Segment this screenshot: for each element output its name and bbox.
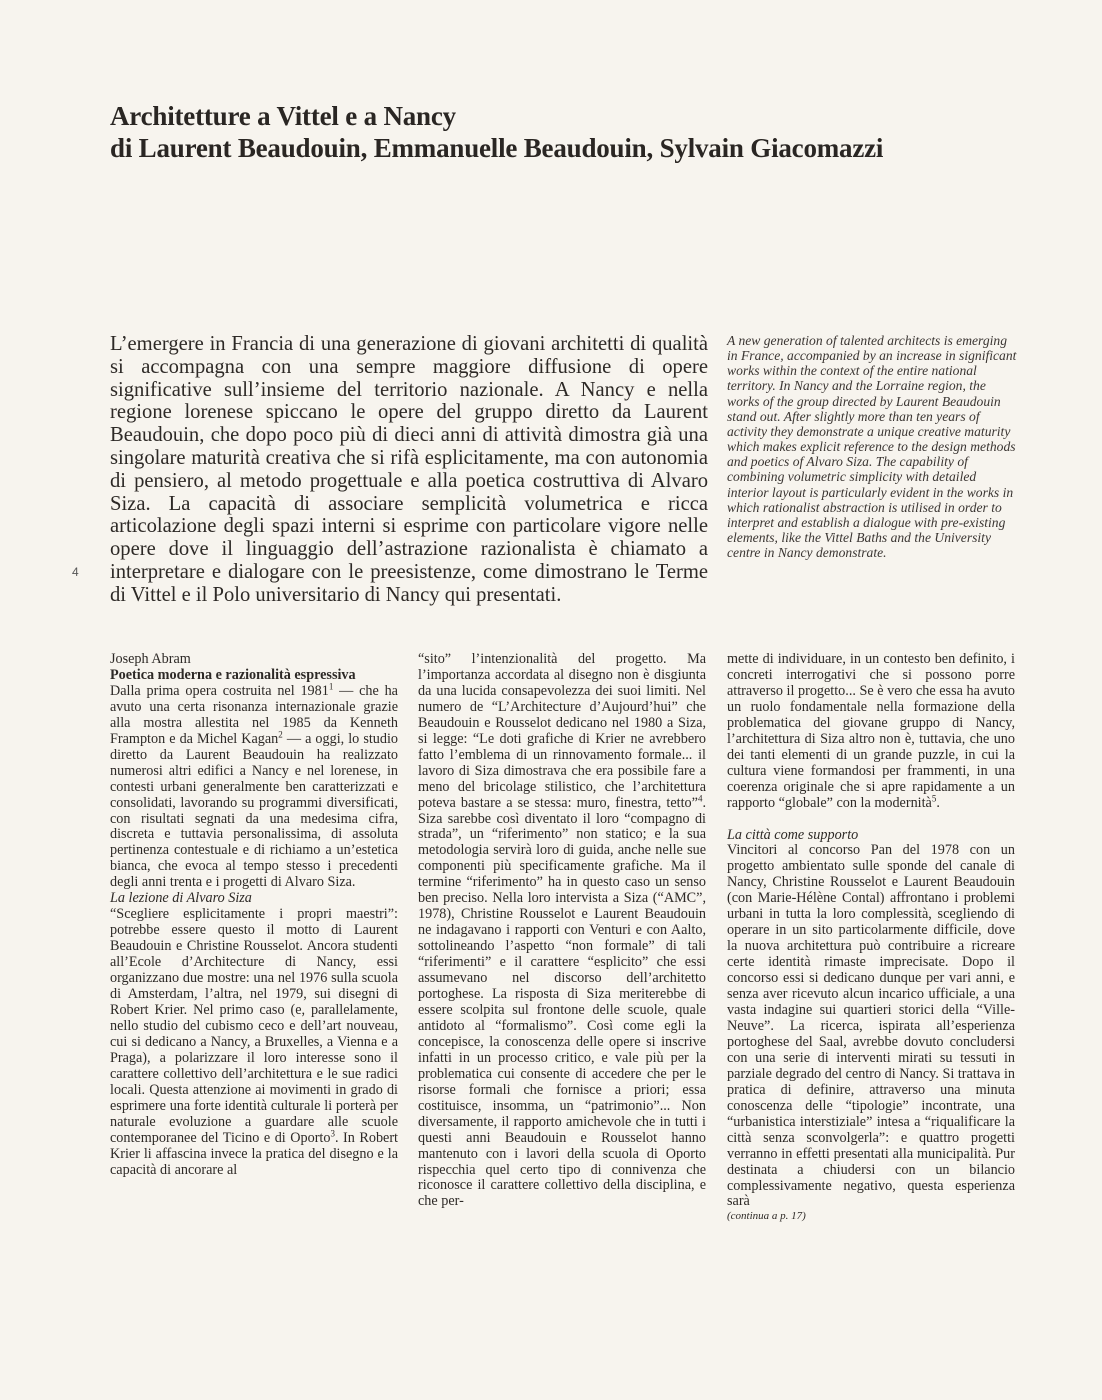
text-span: — che ha avuto una certa risonanza internazionale grazie alla mostra allestita nel 1985 da Kenneth Frampton e da Michel Kagan [110,682,398,747]
footnote-ref: 5 [931,792,937,803]
footnote-ref: 4 [697,792,703,803]
paragraph [110,907,398,1178]
article-column-2 [418,652,706,1210]
article-title [110,100,1010,164]
author-name: Joseph Abram [110,651,191,667]
title-line-2: di Laurent Beaudouin, Emmanuelle Beaudouin, Sylvain Giacomazzi [110,133,884,163]
text-span: . In Robert Krier li affascina invece la pratica del disegno e la capacità di ancorare al [110,1129,398,1178]
text-span: — a oggi, lo studio diretto da Laurent Beaudouin ha realizzato numerosi altri edifici a Nancy e nel lorenese, in contesti urbani generalmente ben caratterizzati e consolidati, lavorando su programmi diversificati, con risultati segnati da una medesima cifra, discreta e tuttavia personalissima, di assoluta pertinenza contestuale e di richiamo a un’estetica bianca, che evoca al tempo stesso i precedenti degli anni trenta e i progetti di Alvaro Siza. [110,730,399,891]
footnote-ref: 1 [328,681,334,692]
continuation-note: (continua a p. 17) [727,1210,806,1223]
text-span: mette di individuare, in un contesto ben definito, i concreti interrogativi che si possono porre attraverso il progetto... Se è vero che essa ha avuto un ruolo fondamentale nella formazione della problematica del giovane gruppo di Nancy, l’architettura di Siza altro non è, tuttavia, che uno dei tanti elementi di un grande puzzle, in cui la cultura viene formandosi per frammenti, in una coerenza originale che si apre rapidamente a un rapporto “globale” con la modernità [727,651,1015,811]
article-column-3 [727,652,1015,1223]
paragraph [418,652,706,1210]
text-span: “Scegliere esplicitamente i propri maestri”: potrebbe essere questo il motto di Laurent Beaudouin e Christine Rousselot. Ancora studenti all’Ecole d’Architecture di Nancy, essi organizzano due mostre: una nel 1976 sulla scuola di Amsterdam, l’altra, nel 1979, sui disegni di Robert Krier. Nel primo caso (e, parallelamente, nello studio del cubismo ceco e dell’art nouveau, cui si dedicano a Nancy, a Bruxelles, a Vienna e a Praga), a polarizzare il loro interesse sono il carattere collettivo dell’architettura e le sue radici locali. Questa attenzione ai movimenti in grado di esprimere una forte identità culturale li porterà per naturale evoluzione a guardare alle scuole contemporanee del Ticino e di Oporto [110,906,398,1146]
page-number: 4 [72,565,79,579]
paragraph [110,681,399,891]
paragraph: Vincitori al concorso Pan del 1978 con un progetto ambientato sulle sponde del canale di Nancy, Christine Rousselot e Laurent Beaudouin (con Marie-Hélène Contal) affrontano i problemi urbani in tutta la loro complessità, scegliendo di operare in un sito particolarmente difficile, dove la nuova architettura può contribuire a ricreare certe identità rimaste imprecisate. Dopo il concorso essi si dedicano dunque per vari anni, e senza aver ricevuto alcun incarico ufficiale, a una vasta indagine sui quartieri storici della “Ville-Neuve”. La ricerca, ispirata all’esperienza portoghese del Saal, avrebbe dovuto concludersi con una serie di interventi mirati su tessuti in parziale degrado del centro di Nancy. Si trattava in pratica di definire, attraverso una minuta conoscenza delle “tipologie” incontrate, una “urbanistica interstiziale” intesa a “riqualificare la città senza sconvolgerla”: e quattro progetti verranno in effetti presentati alla municipalità. Pur destinata a chiudersi con un bilancio complessivamente negativo, questa esperienza sarà [727,842,1015,1210]
footnote-ref: 2 [278,729,283,740]
footnote-ref: 3 [330,1127,335,1138]
article-column-1 [110,652,398,1178]
text-span: . [936,794,940,811]
text-span: “sito” l’intenzionalità del progetto. Ma l’importanza accordata al disegno non è disgiunta da una lucida consapevolezza dei suoi limiti. Nel numero de “L’Architecture d’Aujourd’hui” che Beaudouin e Rousselot dedicano nel 1980 a Siza, si legge: “Le doti grafiche di Krier ne avrebbero fatto l’emblema di un rinnovamento formale... il lavoro di Siza dimostrava che era possibile fare a meno del bricolage stilistico, che l’architettura poteva bastare a se stessa: muro, finestra, tetto” [418,651,706,811]
text-span: . Siza sarebbe così diventato il loro “compagno di strada”, un “riferimento” non statico; e la sua metodologia servirà loro di guida, anche nelle sue componenti più specificamente grafiche. Ma il termine “riferimento” ha in questo caso un senso ben preciso. Nella loro intervista a Siza (“AMC”, 1978), Christine Rousselot e Laurent Beaudouin ne indagavano i rapporti con Venturi e con Aalto, sottolineando l’aspetto “non formale” di tali “riferimenti” e il carattere “esplicito” che essi assumevano nel discorso dell’architetto portoghese. La risposta di Siza meriterebbe di essere scolpita sul frontone delle scuole, quale antidoto al “formalismo”. Così come egli la concepisce, la conoscenza delle opere si inscrive infatti in un processo critico, e vale più per la problematica cui consente di accedere che per le risorse formali che fornisce a priori; essa costituisce, insomma, un “patrimonio”... Non diversamente, il rapporto amichevole che in tutti i questi anni Beaudouin e Rousselot hanno mantenuto con i lavori della scuola di Oporto rispecchia quel certo tipo di connivenza che riconosce il carattere collettivo della disciplina, e che per- [418,794,706,1210]
intro-english: A new generation of talented architects is emerging in France, accompanied by an increase in significant works within the context of the entire national territory. In Nancy and the Lorraine region, the works of the group directed by Laurent Beaudouin stand out. After slightly more than ten years of activity they demonstrate a unique creative maturity which makes explicit reference to the design methods and poetics of Alvaro Siza. The capability of combining volumetric simplicity with detailed interior layout is particularly evident in the works in which rationalist abstraction is utilised in order to interpret and establish a dialogue with pre-existing elements, like the Vittel Baths and the University centre in Nancy demonstrate. [727,333,1017,561]
subheading: La città come supporto [727,826,859,843]
section-title: Poetica moderna e razionalità espressiva [110,666,356,683]
text-span: Dalla prima opera costruita nel 1981 [110,682,329,699]
subheading: La lezione di Alvaro Siza [110,890,252,907]
title-line-1: Architetture a Vittel e a Nancy [110,101,456,131]
intro-italian: L’emergere in Francia di una generazione di giovani architetti di qualità si accompagna con una sempre maggiore diffusione di opere significative sull’insieme del territorio nazionale. A Nancy e nella regione lorenese spiccano le opere del gruppo diretto da Laurent Beaudouin, che dopo poco più di dieci anni di attività dimostra già una singolare maturità creativa che si rifà esplicitamente, ma con autonomia di pensiero, al metodo progettuale e alla poetica costruttiva di Alvaro Siza. La capacità di associare semplicità volumetrica e ricca articolazione degli spazi interni si esprime con particolare vigore nelle opere dove il linguaggio dell’astrazione razionalista è chiamato a interpretare e dialogare con le preesistenze, come dimostrano le Terme di Vittel e il Polo universitario di Nancy qui presentati. [110,333,708,606]
paragraph [727,652,1015,812]
